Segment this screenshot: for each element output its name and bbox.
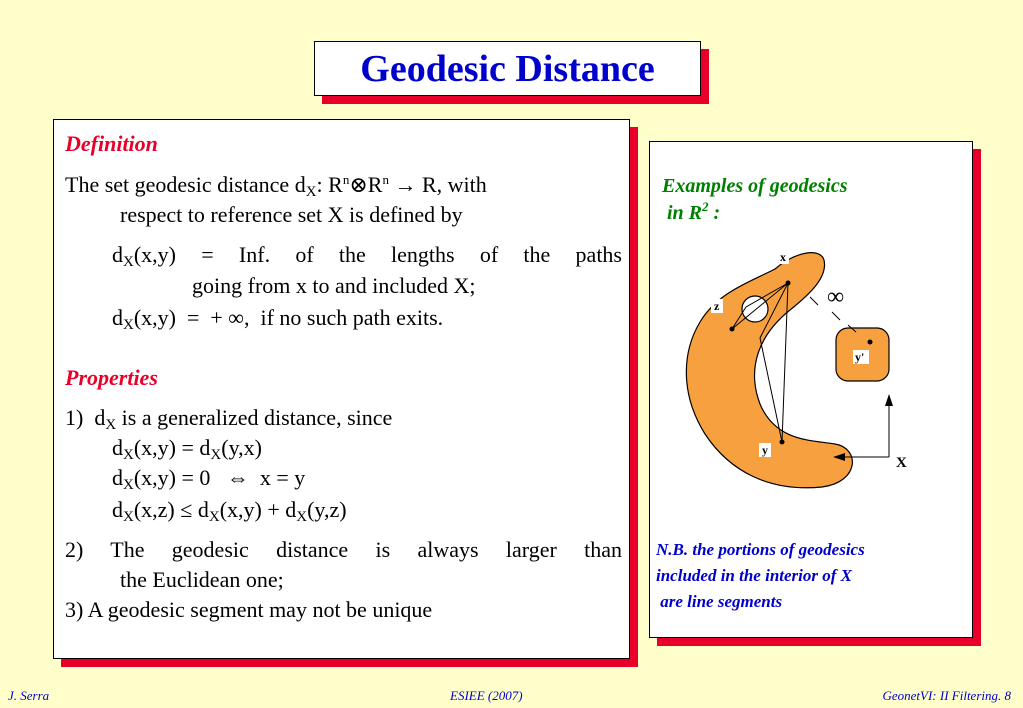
definition-line-2: respect to reference set X is defined by xyxy=(120,202,463,227)
definition-panel xyxy=(53,119,630,659)
properties-heading: Properties xyxy=(65,365,158,390)
formula-1-line-1: $d_X(x,y)$ = Inf. of the lengths of the paths xyxy=(112,242,622,270)
title-box xyxy=(314,41,701,96)
formula-2: $d_X(x,y)$ = + ∞, if no such path exits. xyxy=(112,305,444,333)
label-y: y xyxy=(762,443,768,457)
property-2-line-1: 2) The geodesic distance is always larger than xyxy=(65,537,622,562)
page-title: Geodesic Distance xyxy=(360,47,655,90)
examples-heading-line-2: in $R^2$ : xyxy=(667,199,721,224)
property-2-line-2: the Euclidean one; xyxy=(120,567,284,592)
formula-1-line-2: going from x to and included X; xyxy=(192,273,476,298)
label-set-x: X xyxy=(896,455,907,471)
property-1: 1) $d_X$ is a generalized distance, since xyxy=(65,405,393,433)
label-z: z xyxy=(714,299,720,313)
footer-page: GeonetVI: II Filtering. 8 xyxy=(882,688,1011,703)
property-1-identity: $d_X(x,y) = 0$ ⇔ x = y xyxy=(112,465,306,493)
note-line-2: included in the interior of X xyxy=(656,566,852,585)
definition-line-1: The set geodesic distance $d_X$: $R^n\otimes R^n \to R$, with xyxy=(65,172,487,200)
footer-institution: ESIEE (2007) xyxy=(450,688,523,703)
property-1-symmetry: $d_X(x,y) = d_X(y,x)$ xyxy=(112,435,262,463)
examples-heading-line-1: Examples of geodesics xyxy=(662,175,848,197)
label-x: x xyxy=(780,250,786,264)
footer-author: J. Serra xyxy=(8,688,50,703)
examples-panel xyxy=(649,141,973,638)
property-1-triangle: $d_X(x,z) \le d_X(x,y) + d_X(y,z)$ xyxy=(112,497,347,525)
note-line-1: N.B. the portions of geodesics xyxy=(656,540,865,559)
label-infinity: ∞ xyxy=(827,284,845,310)
definition-heading: Definition xyxy=(65,131,158,156)
note-line-3: are line segments xyxy=(656,592,783,611)
label-y-prime: y' xyxy=(855,350,865,364)
property-3: 3) A geodesic segment may not be unique xyxy=(65,597,433,622)
